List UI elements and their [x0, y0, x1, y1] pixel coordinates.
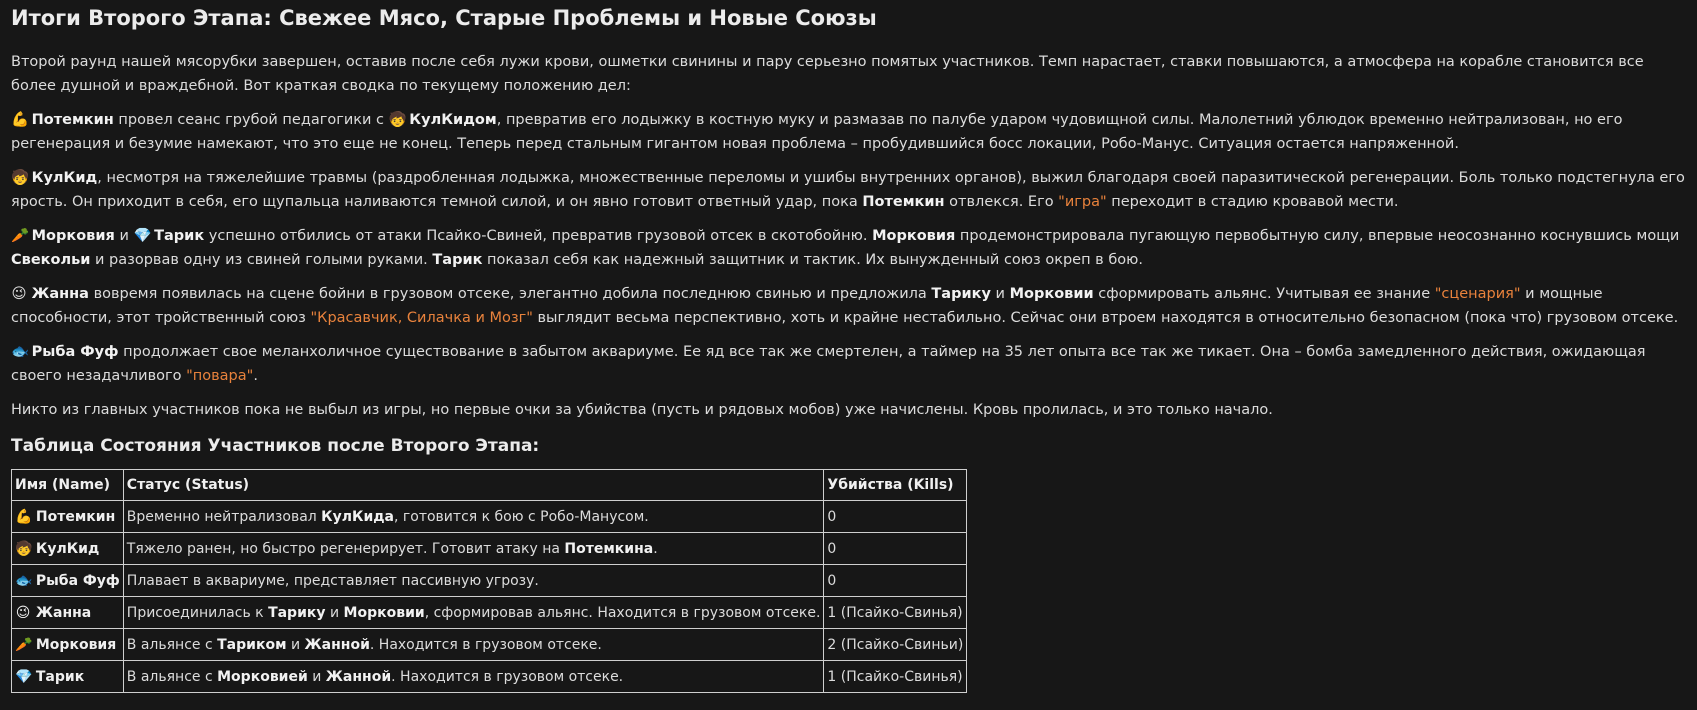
table-row [12, 533, 967, 565]
table-row [12, 501, 967, 533]
fish-icon: 🐟 [11, 344, 30, 360]
winking-face-icon: 😉 [15, 604, 31, 621]
cell-name: 😉 Жанна [12, 597, 124, 629]
cell-kills: 2 (Псайко-Свиньи) [824, 629, 967, 661]
ryba-paragraph: 🐟 Рыба Фуф продолжает свое меланхоличное существование в забытом аквариуме. Ее яд все так же смертелен, а таймер на 35 лет опыта все так же тикает. Она – бомба замедленного действия, ожидающая своего незадачливого "повара". [11, 340, 1686, 388]
zhanna-paragraph: 😉 Жанна вовремя появилась на сцене бойни в грузовом отсеке, элегантно добила последнюю свинью и предложила Тарику и Морковии сформировать альянс. Учитывая ее знание "сценария" и мощные способности, этот тройственный союз "Красавчик, Силачка и Мозг" выглядит весьма перспективно, хоть и крайне нестабильно. Сейчас они втроем находятся в относительно безопасном (пока что) грузовом отсеке. [11, 282, 1686, 330]
header-status: Статус (Status) [123, 470, 824, 501]
cell-status: В альянсе с Тариком и Жанной. Находится в грузовом отсеке. [123, 629, 824, 661]
status-table [11, 469, 967, 693]
table-row [12, 597, 967, 629]
name-tarik: Тарик [432, 252, 483, 268]
name-morkoviya: Морковия [31, 228, 115, 244]
header-kills: Убийства (Kills) [824, 470, 967, 501]
cell-status: Тяжело ранен, но быстро регенерирует. Готовит атаку на Потемкина. [123, 533, 824, 565]
carrot-icon: 🥕 [11, 228, 30, 244]
quote-alliance-name: "Красавчик, Силачка и Мозг" [310, 310, 533, 326]
name-svekolya: Свекольи [11, 252, 91, 268]
table-header-row [12, 470, 967, 501]
quote-cook: "повара" [186, 368, 254, 384]
child-face-icon: 🧒 [11, 170, 30, 186]
cell-kills: 0 [824, 533, 967, 565]
flexed-biceps-icon: 💪 [15, 508, 33, 525]
gem-icon: 💎 [133, 228, 152, 244]
name-potemkin: Потемкин [31, 112, 114, 128]
quote-game: "игра" [1058, 194, 1107, 210]
cell-status: В альянсе с Морковией и Жанной. Находится в грузовом отсеке. [123, 661, 824, 693]
name-kulkid: КулКид [31, 170, 98, 186]
page-title: Итоги Второго Этапа: Свежее Мясо, Старые Проблемы и Новые Союзы [11, 6, 877, 30]
table-row [12, 629, 967, 661]
carrot-icon: 🥕 [15, 636, 33, 653]
name-zhanna: Жанна [31, 286, 89, 302]
child-face-icon: 🧒 [15, 540, 33, 557]
cell-kills: 1 (Псайко-Свинья) [824, 597, 967, 629]
table-row [12, 661, 967, 693]
name-morkoviya: Морковия [872, 228, 956, 244]
gem-icon: 💎 [15, 668, 33, 685]
intro-paragraph: Второй раунд нашей мясорубки завершен, оставив после себя лужи крови, ошметки свинины и пару серьезно помятых участников. Темп нарастает, ставки повышаются, а атмосфера на корабле становится все более душной и враждебной. Вот краткая сводка по текущему положению дел: [11, 54, 1644, 94]
name-potemkin: Потемкин [862, 194, 945, 210]
cell-name: 🐟 Рыба Фуф [12, 565, 124, 597]
cell-status: Временно нейтрализовал КулКида, готовится к бою с Робо-Манусом. [123, 501, 824, 533]
name-kulkid: КулКидом [409, 112, 497, 128]
name-morkoviya: Морковии [1009, 286, 1094, 302]
header-name: Имя (Name) [12, 470, 124, 501]
quote-scenario: "сценария" [1434, 286, 1521, 302]
morkoviya-tarik-paragraph: 🥕 Морковия и 💎 Тарик успешно отбились от атаки Псайко-Свиней, превратив грузовой отсек в скотобойню. Морковия продемонстрировала пугающую первобытную силу, впервые неосознанно коснувшись мощи Свекольи и разорвав одну из свиней голыми руками. Тарик показал себя как надежный защитник и тактик. Их вынужденный союз окреп в бою. [11, 224, 1686, 272]
fish-icon: 🐟 [15, 572, 33, 589]
cell-name: 🧒 КулКид [12, 533, 124, 565]
table-title: Таблица Состояния Участников после Второго Этапа: [11, 436, 540, 456]
flexed-biceps-icon: 💪 [11, 112, 30, 128]
cell-kills: 0 [824, 565, 967, 597]
name-ryba-fuf: Рыба Фуф [31, 344, 119, 360]
outro-paragraph: Никто из главных участников пока не выбыл из игры, но первые очки за убийства (пусть и рядовых мобов) уже начислены. Кровь пролилась, и это только начало. [11, 402, 1273, 418]
name-tarik: Тарику [931, 286, 991, 302]
cell-name: 💎 Тарик [12, 661, 124, 693]
cell-status: Плавает в аквариуме, представляет пассивную угрозу. [123, 565, 824, 597]
cell-status: Присоединилась к Тарику и Морковии, сформировав альянс. Находится в грузовом отсеке. [123, 597, 824, 629]
name-tarik: Тарик [154, 228, 205, 244]
cell-kills: 0 [824, 501, 967, 533]
kulkid-paragraph: 🧒 КулКид, несмотря на тяжелейшие травмы (раздробленная лодыжка, множественные переломы и ушибы внутренних органов), выжил благодаря своей паразитической регенерации. Боль только подстегнула его ярость. Он приходит в себя, его щупальца наливаются темной силой, и он явно готовит ответный удар, пока Потемкин отвлекся. Его "игра" переходит в стадию кровавой мести. [11, 166, 1686, 214]
potemkin-paragraph: 💪 Потемкин провел сеанс грубой педагогики с 🧒 КулКидом, превратив его лодыжку в костную муку и размазав по палубе ударом чудовищной силы. Малолетний ублюдок временно нейтрализован, но его регенерация и безумие намекают, что это еще не конец. Теперь перед стальным гигантом новая проблема – пробудившийся босс локации, Робо-Манус. Ситуация остается напряженной. [11, 108, 1686, 156]
winking-face-icon: 😉 [11, 286, 27, 302]
cell-kills: 1 (Псайко-Свинья) [824, 661, 967, 693]
table-row [12, 565, 967, 597]
cell-name: 💪 Потемкин [12, 501, 124, 533]
child-face-icon: 🧒 [388, 112, 407, 128]
cell-name: 🥕 Морковия [12, 629, 124, 661]
